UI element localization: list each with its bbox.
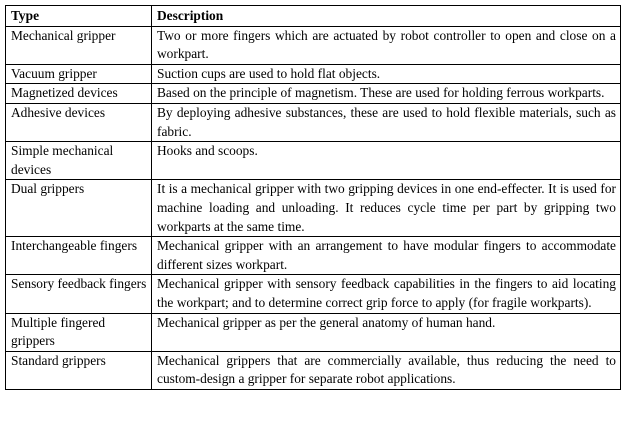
table-row xyxy=(6,275,621,313)
table-row xyxy=(6,142,621,180)
description-cell: Two or more fingers which are actuated by robot controller to open and close on a workpart. xyxy=(152,26,621,64)
type-cell: Standard grippers xyxy=(6,351,152,389)
table-row xyxy=(6,64,621,84)
table-row xyxy=(6,103,621,141)
gripper-types-table xyxy=(5,5,621,390)
description-cell: Mechanical gripper as per the general anatomy of human hand. xyxy=(152,313,621,351)
table-row xyxy=(6,351,621,389)
table-row xyxy=(6,313,621,351)
type-cell: Adhesive devices xyxy=(6,103,152,141)
description-cell: Mechanical gripper with an arrangement to have modular fingers to accommodate different sizes workpart. xyxy=(152,237,621,275)
table-row xyxy=(6,237,621,275)
type-cell: Multiple fingered grippers xyxy=(6,313,152,351)
description-cell: By deploying adhesive substances, these are used to hold flexible materials, such as fabric. xyxy=(152,103,621,141)
description-cell: Based on the principle of magnetism. These are used for holding ferrous workparts. xyxy=(152,84,621,104)
type-cell: Dual grippers xyxy=(6,180,152,237)
type-cell: Magnetized devices xyxy=(6,84,152,104)
description-cell: Suction cups are used to hold flat objects. xyxy=(152,64,621,84)
table-row xyxy=(6,180,621,237)
table-header-row xyxy=(6,6,621,27)
type-cell: Simple mechanical devices xyxy=(6,142,152,180)
header-description: Description xyxy=(152,6,621,27)
type-cell: Vacuum gripper xyxy=(6,64,152,84)
description-cell: Mechanical gripper with sensory feedback capabilities in the fingers to aid locating the workpart; and to determine correct grip force to apply (for fragile workparts). xyxy=(152,275,621,313)
type-cell: Sensory feedback fingers xyxy=(6,275,152,313)
header-type: Type xyxy=(6,6,152,27)
description-cell: It is a mechanical gripper with two gripping devices in one end-effecter. It is used for machine loading and unloading. It reduces cycle time per part by gripping two workparts at the same time. xyxy=(152,180,621,237)
table-row xyxy=(6,84,621,104)
type-cell: Interchangeable fingers xyxy=(6,237,152,275)
table-row xyxy=(6,26,621,64)
description-cell: Hooks and scoops. xyxy=(152,142,621,180)
description-cell: Mechanical grippers that are commercially available, thus reducing the need to custom-design a gripper for separate robot applications. xyxy=(152,351,621,389)
type-cell: Mechanical gripper xyxy=(6,26,152,64)
